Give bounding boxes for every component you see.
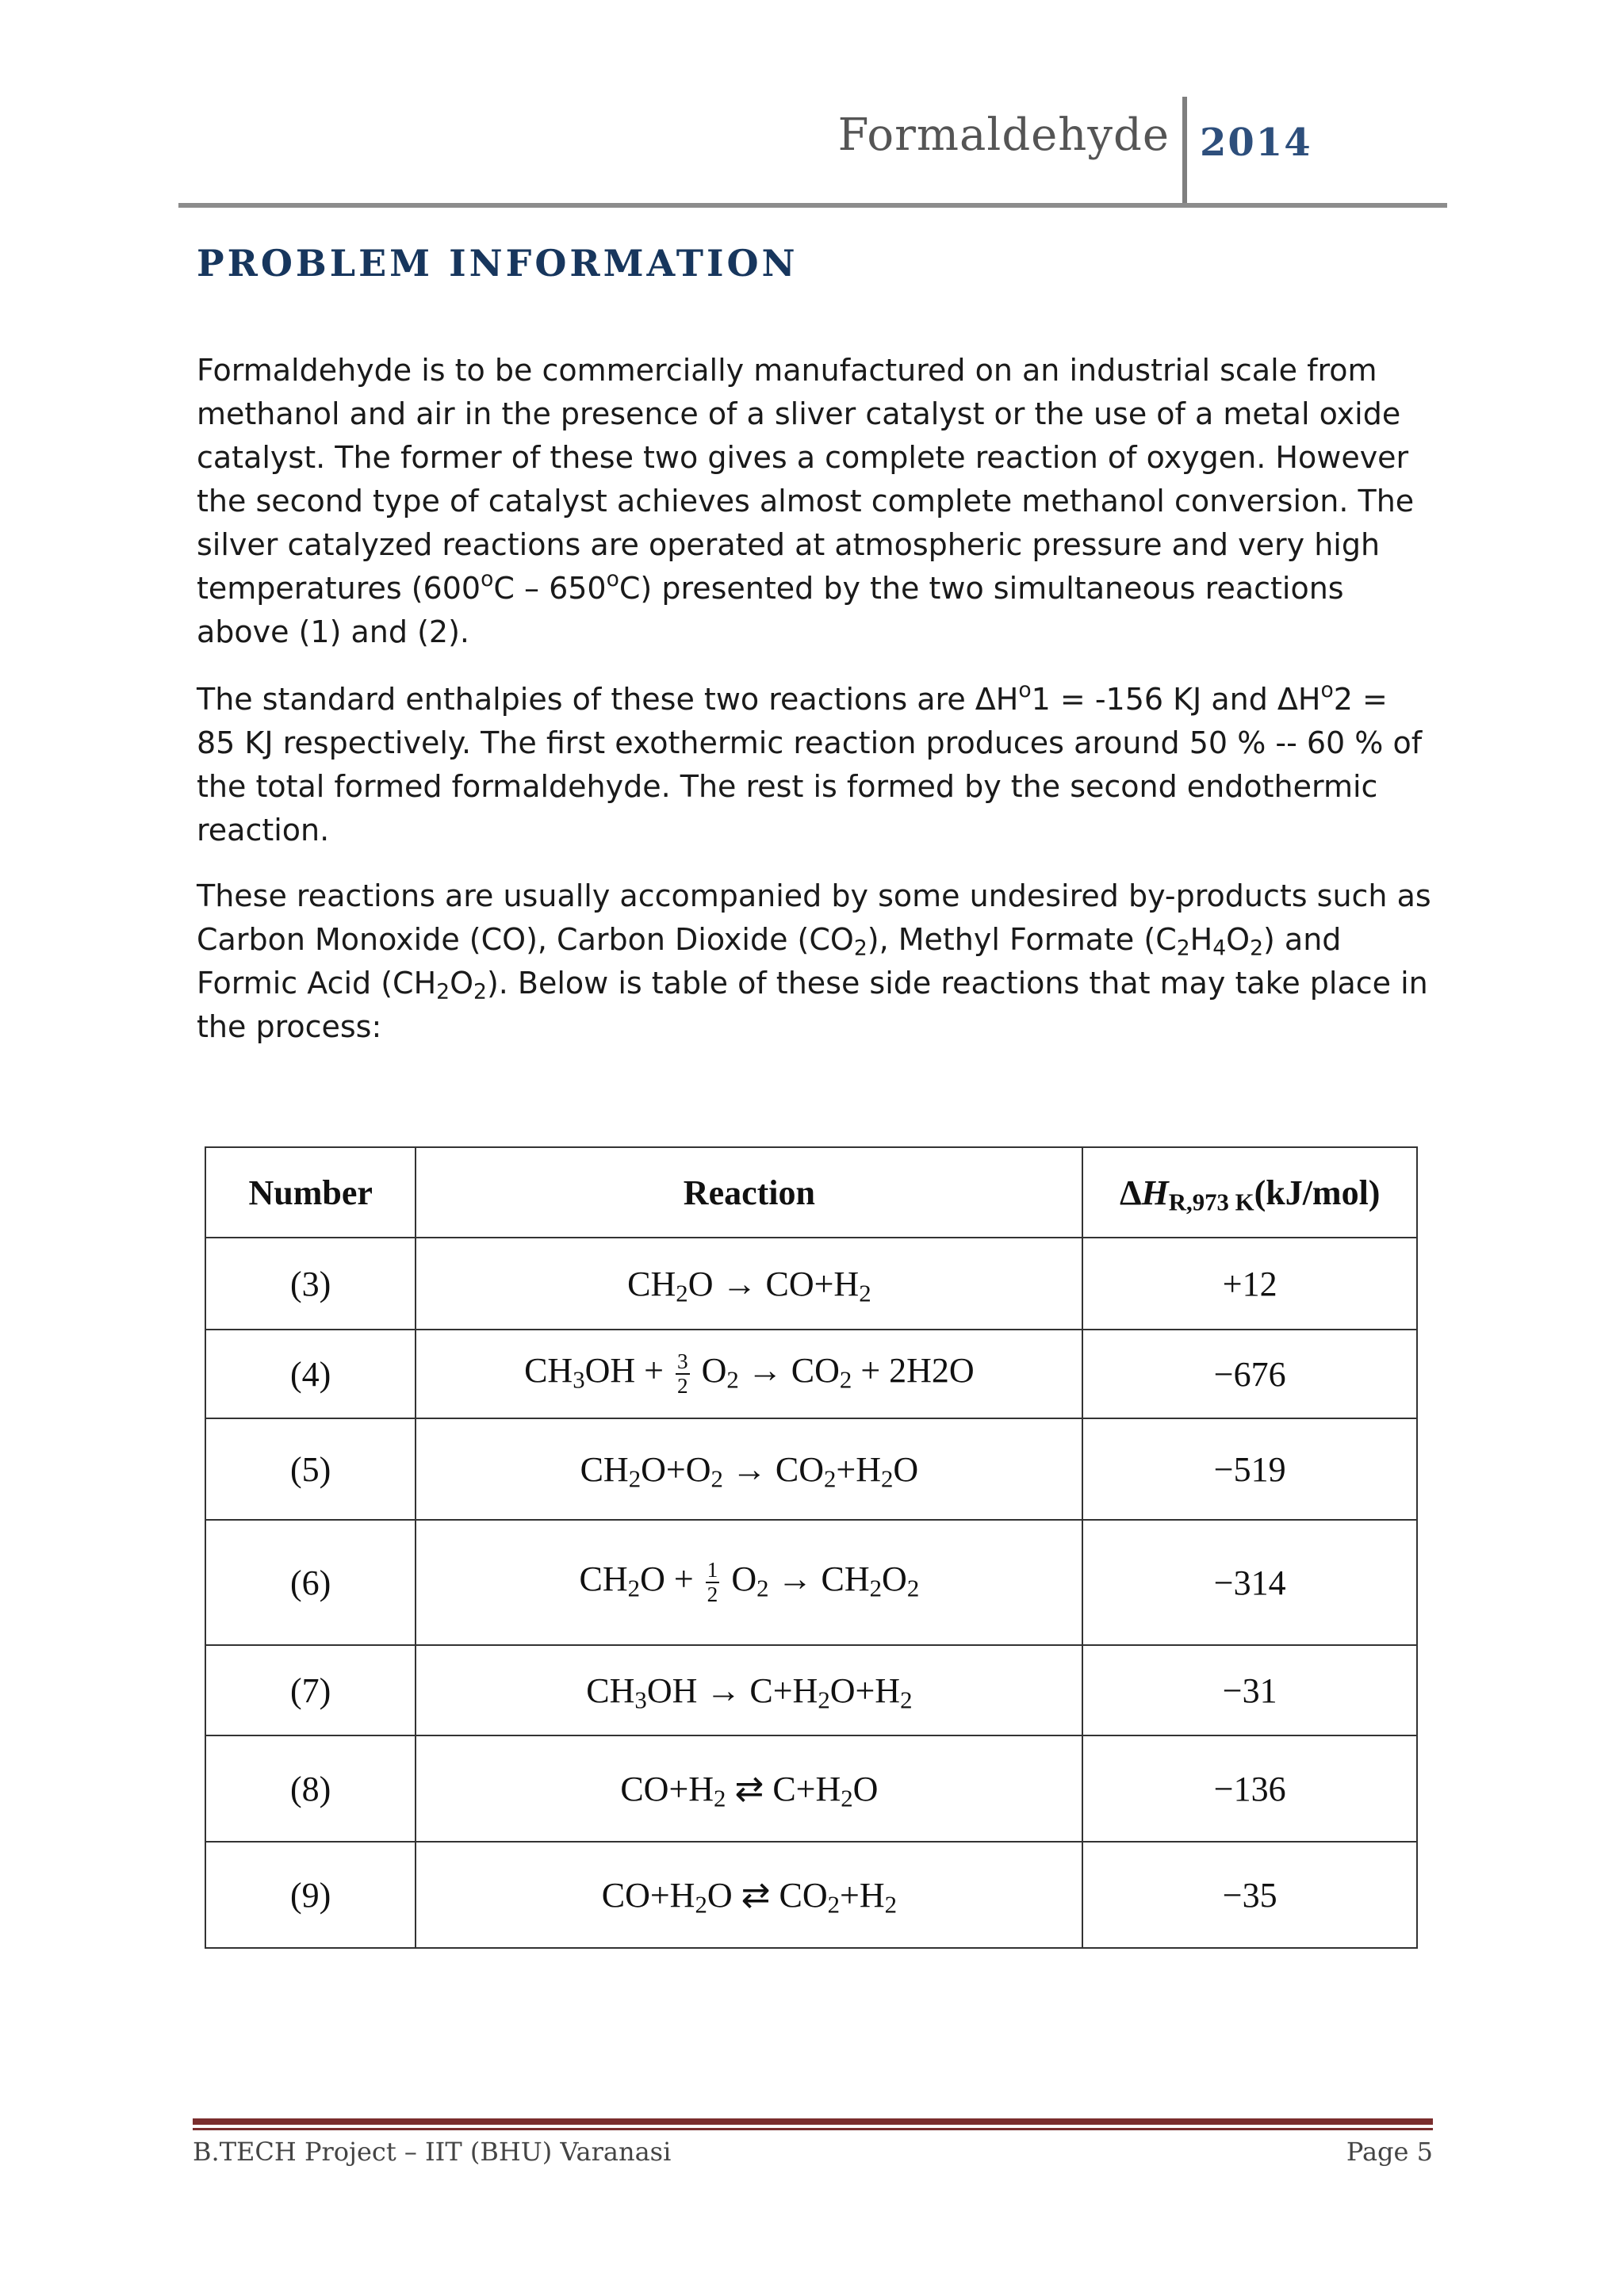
table-row [205, 1418, 1417, 1520]
header-number: Number [205, 1147, 416, 1238]
reaction-number: (6) [205, 1520, 416, 1645]
reaction-equation: $CH_2O \to CO+H_2$ [416, 1238, 1082, 1330]
reaction-equation: $CO+H_2$ ⇄ $C+H_2O$ [416, 1735, 1082, 1842]
footer-project: B.TECH Project – IIT (BHU) Varanasi [193, 2137, 672, 2167]
page-header [178, 94, 1447, 206]
reaction-number: (8) [205, 1735, 416, 1842]
reaction-equation: $CH_2O+O_2 \to CO_2+H_2O$ [416, 1418, 1082, 1520]
table-header-row [205, 1147, 1417, 1238]
side-reactions-table [205, 1146, 1418, 1949]
table-row [205, 1645, 1417, 1735]
reaction-number: (7) [205, 1645, 416, 1735]
section-title: PROBLEM INFORMATION [197, 242, 799, 285]
paragraph-1: Formaldehyde is to be commercially manufactured on an industrial scale from methanol and air in the presence of a sliver catalyst or the use of a metal oxide catalyst. The former of these two gives a complete reaction of oxygen. However the second type of catalyst achieves almost complete methanol conversion. The silver catalyzed reactions are operated at atmospheric pressure and very high temperatures (600$^o$C – 650$^o$C) presented by the two simultaneous reactions above (1) and (2). [197, 353, 1415, 649]
reaction-enthalpy: +12 [1082, 1238, 1417, 1330]
reaction-equation: $CO+H_2O$ ⇄ $CO_2+H_2$ [416, 1842, 1082, 1948]
footer-page-number: Page 5 [1346, 2137, 1433, 2167]
reaction-enthalpy: −314 [1082, 1520, 1417, 1645]
reaction-number: (9) [205, 1842, 416, 1948]
paragraph-2: The standard enthalpies of these two reactions are $\Delta H^o1 = -156$ KJ and $\Delta H^o2 = 85$ KJ respectively. The first exothermic reaction produces around 50 % -- 60 % of the total formed formaldehyde. The rest is formed by the second endothermic reaction. [197, 678, 1423, 848]
header-rule [178, 203, 1447, 208]
table-row [205, 1842, 1417, 1948]
header-enthalpy: $\Delta H_{R,973 K}(kJ/mol)$ [1082, 1147, 1417, 1238]
table-row [205, 1735, 1417, 1842]
footer-rule-thin [193, 2128, 1433, 2130]
reaction-enthalpy: −35 [1082, 1842, 1417, 1948]
reaction-number: (4) [205, 1330, 416, 1418]
header-year: 2014 [1200, 121, 1312, 165]
reaction-number: (5) [205, 1418, 416, 1520]
reaction-enthalpy: −519 [1082, 1418, 1417, 1520]
table-row [205, 1238, 1417, 1330]
header-divider [1182, 97, 1187, 206]
reaction-equation: $CH_3OH$ + $\frac{3}{2}$ $O_2 \to CO_2 + 2H2O$ [416, 1330, 1082, 1418]
header-title: Formaldehyde [837, 109, 1170, 161]
reaction-enthalpy: −676 [1082, 1330, 1417, 1418]
reaction-enthalpy: −136 [1082, 1735, 1417, 1842]
reaction-enthalpy: −31 [1082, 1645, 1417, 1735]
table-row [205, 1330, 1417, 1418]
header-reaction: Reaction [416, 1147, 1082, 1238]
reaction-number: (3) [205, 1238, 416, 1330]
reaction-equation: $CH_2O$ + $\frac{1}{2}$ $O_2 \to CH_2O_2$ [416, 1520, 1082, 1645]
table-row [205, 1520, 1417, 1645]
footer-rule-thick [193, 2118, 1433, 2125]
paragraph-3: These reactions are usually accompanied by some undesired by-products such as Carbon Monoxide (CO), Carbon Dioxide $(CO_2)$, Methyl Formate $(C_2H_4O_2)$ and Formic Acid $(CH_2O_2)$. Below is table of these side reactions that may take place in the process: [197, 878, 1431, 1044]
reaction-equation: $CH_3OH \to C+H_2O+H_2$ [416, 1645, 1082, 1735]
